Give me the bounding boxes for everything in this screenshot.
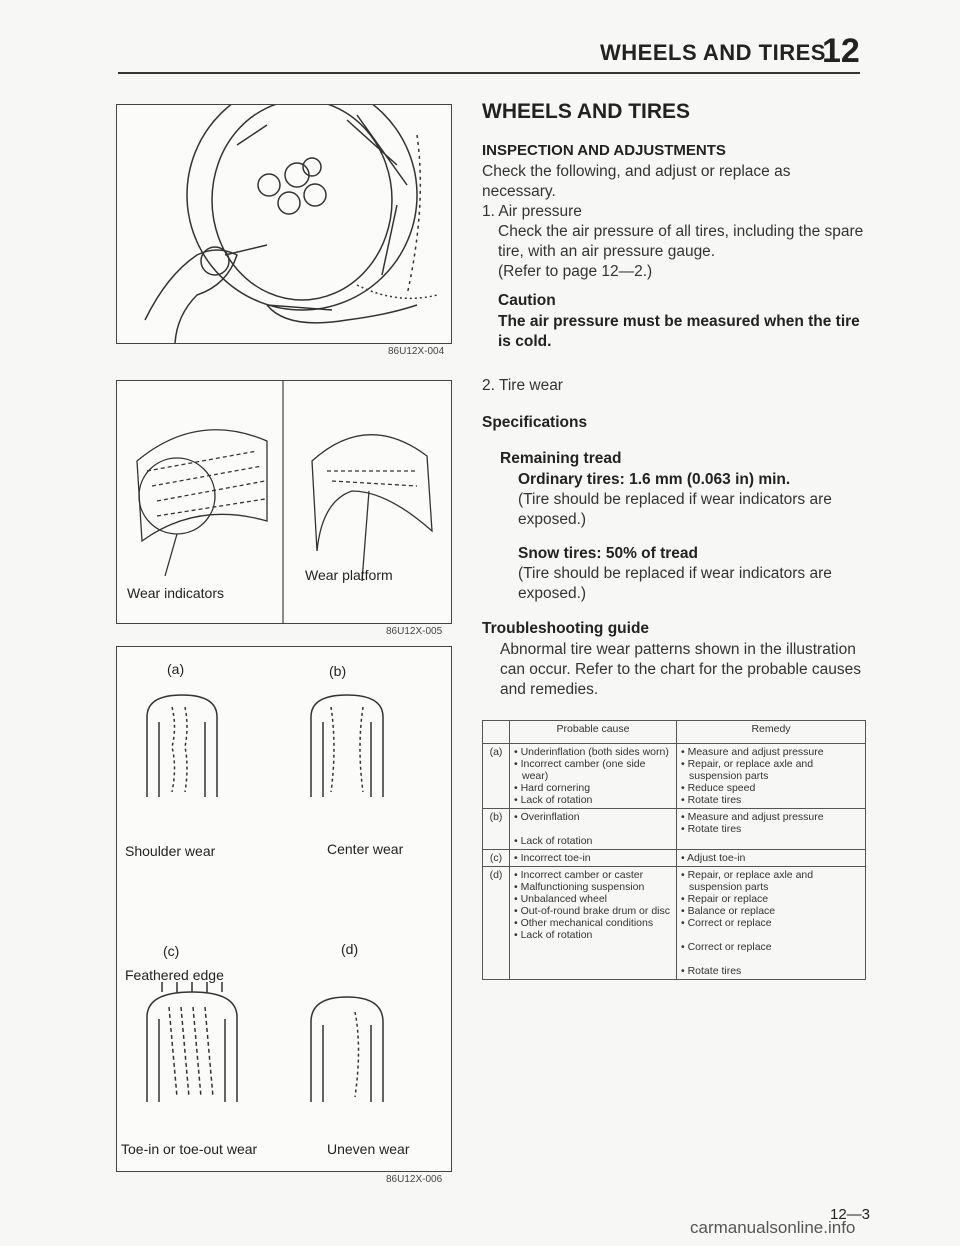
label-uneven-wear: Uneven wear <box>327 1141 410 1157</box>
specifications-heading: Specifications <box>482 414 588 431</box>
troubleshooting-text: Abnormal tire wear patterns shown in the illustration can occur. Refer to the chart for the probable causes and remedies. <box>500 641 862 698</box>
cause-item: • Overinflation <box>514 811 672 823</box>
remedy-item: • Repair, or replace axle and suspension parts <box>681 758 861 782</box>
cause-item: • Other mechanical conditions <box>514 917 672 929</box>
label-feathered-edge: Feathered edge <box>125 967 224 983</box>
remedy-item: • Rotate tires <box>681 823 861 835</box>
wheel-gauge-illustration <box>117 105 451 343</box>
snow-tires-spec: Snow tires: 50% of tread <box>518 545 699 562</box>
label-toe-wear: Toe-in or toe-out wear <box>121 1141 258 1157</box>
tag-b: (b) <box>329 663 347 679</box>
air-pressure-ref: (Refer to page 12—2.) <box>498 263 653 280</box>
remedy-item: • Repair, or replace axle and suspension parts <box>681 869 861 893</box>
remedy-cell <box>677 867 866 980</box>
cause-item: • Incorrect camber or caster <box>514 869 672 881</box>
tag-c: (c) <box>163 943 180 959</box>
air-pressure-title: 1. Air pressure <box>482 203 582 220</box>
table-header-cause: Probable cause <box>510 721 677 744</box>
table-row <box>483 744 866 809</box>
header-rule <box>118 72 860 74</box>
remedy-item: • Adjust toe-in <box>681 852 861 864</box>
figure-wear-indicators <box>116 380 452 624</box>
cause-item: • Hard cornering <box>514 782 672 794</box>
tag-d: (d) <box>341 941 359 957</box>
remedy-item: • Balance or replace <box>681 905 861 917</box>
cause-item: • Incorrect camber (one side wear) <box>514 758 672 782</box>
wear-patterns-illustration <box>117 647 451 1171</box>
ordinary-tires-note: (Tire should be replaced if wear indicators are exposed.) <box>518 491 832 528</box>
label-wear-platform: Wear platform <box>305 567 393 583</box>
figure-air-pressure <box>116 104 452 344</box>
table-row <box>483 809 866 850</box>
cause-item: • Lack of rotation <box>514 794 672 806</box>
cause-cell <box>510 850 677 867</box>
remedy-cell <box>677 850 866 867</box>
row-label: (a) <box>483 744 510 809</box>
table-row <box>483 867 866 980</box>
row-label: (c) <box>483 850 510 867</box>
snow-tires-note: (Tire should be replaced if wear indicators are exposed.) <box>518 565 832 602</box>
remedy-item: • Measure and adjust pressure <box>681 746 861 758</box>
row-label: (b) <box>483 809 510 850</box>
cause-cell <box>510 867 677 980</box>
remedy-cell <box>677 809 866 850</box>
cause-item: • Out-of-round brake drum or disc <box>514 905 672 917</box>
section-title: WHEELS AND TIRES <box>482 100 691 123</box>
caution-text: The air pressure must be measured when the tire is cold. <box>498 313 860 350</box>
troubleshooting-heading: Troubleshooting guide <box>482 620 650 637</box>
row-label: (d) <box>483 867 510 980</box>
remedy-item: • Reduce speed <box>681 782 861 794</box>
cause-cell <box>510 809 677 850</box>
figure-code-1: 86U12X-004 <box>388 346 445 357</box>
page-header-title: WHEELS AND TIRES <box>600 40 826 65</box>
section-number: 12 <box>822 32 860 70</box>
air-pressure-text: Check the air pressure of all tires, including the spare tire, with an air pressure gauge. <box>498 223 864 260</box>
cause-item: • Malfunctioning suspension <box>514 881 672 893</box>
label-center-wear: Center wear <box>327 841 404 857</box>
tag-a: (a) <box>167 661 185 677</box>
table-header-row <box>483 721 866 744</box>
inspection-heading: INSPECTION AND ADJUSTMENTS <box>482 142 726 159</box>
ordinary-tires-spec: Ordinary tires: 1.6 mm (0.063 in) min. <box>518 471 791 488</box>
tire-wear-title: 2. Tire wear <box>482 377 563 394</box>
remedy-item: • Rotate tires <box>681 965 861 977</box>
figure-code-2: 86U12X-005 <box>386 626 443 637</box>
remedy-item: • Correct or replace <box>681 917 861 929</box>
table-header-remedy: Remedy <box>677 721 866 744</box>
watermark: carmanualsonline.info <box>690 1218 856 1237</box>
caution-heading: Caution <box>498 292 556 309</box>
cause-item: • Lack of rotation <box>514 835 672 847</box>
page-number: 12—3 <box>830 1206 871 1223</box>
label-wear-indicators: Wear indicators <box>127 585 225 601</box>
remaining-tread-heading: Remaining tread <box>500 450 622 467</box>
table-header-label <box>483 721 510 744</box>
intro-text: Check the following, and adjust or replace as necessary. <box>482 163 791 200</box>
cause-item: • Incorrect toe-in <box>514 852 672 864</box>
troubleshooting-table <box>482 720 866 980</box>
figure-code-3: 86U12X-006 <box>386 1174 443 1185</box>
remedy-item: • Measure and adjust pressure <box>681 811 861 823</box>
remedy-cell <box>677 744 866 809</box>
label-shoulder-wear: Shoulder wear <box>125 843 216 859</box>
cause-cell <box>510 744 677 809</box>
remedy-item: • Repair or replace <box>681 893 861 905</box>
cause-item: • Underinflation (both sides worn) <box>514 746 672 758</box>
remedy-item: • Rotate tires <box>681 794 861 806</box>
cause-item: • Lack of rotation <box>514 929 672 941</box>
table-row <box>483 850 866 867</box>
cause-item: • Unbalanced wheel <box>514 893 672 905</box>
figure-wear-patterns <box>116 646 452 1172</box>
remedy-item: • Correct or replace <box>681 941 861 953</box>
